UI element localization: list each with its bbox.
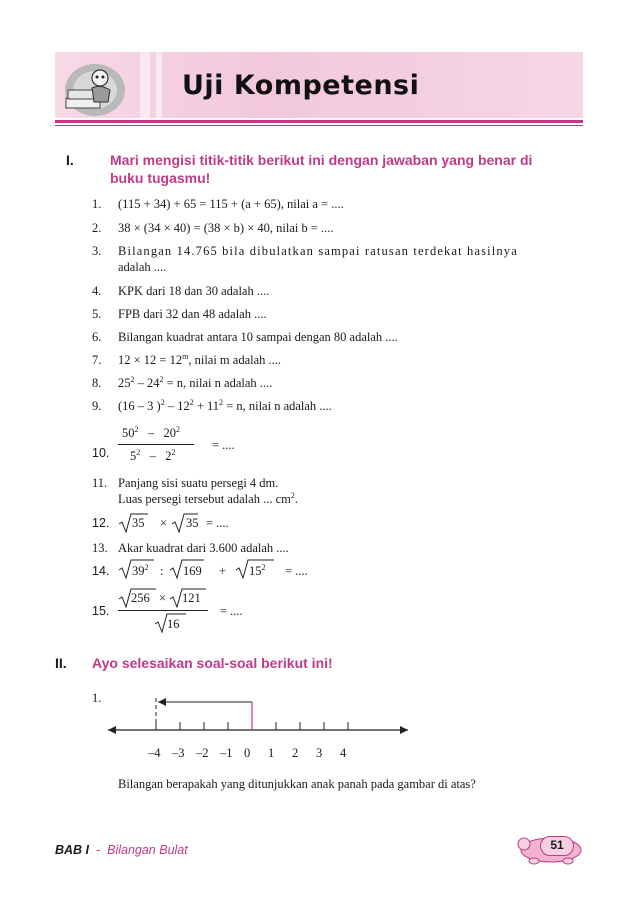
question-number: 5. [92,307,102,321]
operator: × [159,591,167,605]
equals-dots: = .... [220,604,243,618]
radicand: 35 [186,516,199,530]
question-text: KPK dari 18 dan 30 adalah .... [118,284,270,298]
number-line-label: 3 [316,746,323,760]
section-instruction: Mari mengisi titik-titik berikut ini dengan jawaban yang benar di [110,152,533,168]
question-item [92,243,518,259]
number-line-label: 4 [340,746,347,760]
section-number: II. [55,655,67,671]
question-item [92,475,278,491]
question-text: Bilangan 14.765 bila dibulatkan sampai ratusan terdekat hasilnya [118,244,518,258]
question-item [92,220,334,236]
question-item [92,329,398,345]
radicand: $39^2$ [132,562,149,578]
section-number: I. [66,152,74,168]
fraction-bar [118,444,194,445]
question-text: (16 – 3 )$^2 - 12^2 + 11^2 = n$, nilai n adalah .... [118,397,332,413]
radicand: 121 [182,591,201,605]
radicand: 16 [167,617,180,631]
turtle-reading-icon [60,58,126,118]
question-text: Bilangan berapakah yang ditunjukkan anak panah pada gambar di atas? [118,777,476,791]
equals-dots: = .... [285,564,308,578]
section-instruction: Ayo selesaikan soal-soal berikut ini! [92,655,333,671]
header-rule-thin [55,125,583,126]
question-item [92,398,332,414]
question-text: adalah .... [118,260,167,274]
question-text: $12 \times 12 = 12^m$, nilai m adalah .... [118,351,282,367]
question-text: $25^2 - 24^2 = n$, nilai n adalah .... [118,374,273,390]
question-number: 15. [92,604,110,618]
question-number: 1. [92,197,102,211]
question-text: Akar kuadrat dari 3.600 adalah .... [118,541,289,555]
number-line-label: –3 [172,746,185,760]
question-item [92,196,344,212]
number-line-label: –1 [220,746,233,760]
question-text: (115 + 34) + 65 = 115 + (a + 65), nilai a = .... [118,197,344,211]
question-number: 2. [92,221,102,235]
fraction-bar [118,610,208,611]
question-number: 1. [92,691,102,705]
question-number: 9. [92,399,102,413]
operator: + [219,564,227,578]
question-text: Panjang sisi suatu persegi 4 dm. [118,476,279,490]
question-text: Luas persegi tersebut adalah ... $cm^2$. [118,490,298,506]
question-number: 4. [92,284,102,298]
fraction-denominator: $5^2$ – $2^2$ [130,447,176,463]
page-number: 51 [540,836,574,856]
question-number: 13. [92,541,108,555]
question-item [92,352,281,368]
question-item [92,540,289,556]
question-text: Bilangan kuadrat antara 10 sampai dengan 80 adalah .... [118,330,398,344]
question-number: 11. [92,476,108,490]
radicand: $15^2$ [249,562,266,578]
equals-dots: = .... [212,438,235,452]
question-item-cont [92,259,166,275]
footer-chapter: BAB I - Bilangan Bulat [55,843,188,857]
radicand: 169 [183,564,202,578]
question-item [92,306,267,322]
radicand: 256 [131,591,150,605]
question-number: 3. [92,244,102,258]
radicand: 35 [132,516,145,530]
question-item [92,375,272,391]
number-line-label: 1 [268,746,275,760]
header-stripe [156,52,162,118]
operator: : [160,564,164,578]
equals-dots: = .... [206,516,229,530]
question-number: 10. [92,446,110,460]
number-line-label: –2 [196,746,209,760]
question-text: FPB dari 32 dan 48 adalah .... [118,307,267,321]
number-line-label: –4 [148,746,161,760]
question-number: 8. [92,376,102,390]
header-rule [55,120,583,123]
question-number: 6. [92,330,102,344]
operator: × [160,516,168,530]
question-number: 7. [92,353,102,367]
fraction-numerator: $50^2$ – $20^2$ [122,424,180,440]
question-number: 12. [92,516,110,530]
page-title: Uji Kompetensi [182,70,420,101]
header-stripe [140,52,150,118]
question-item-cont [92,491,298,507]
question-item [92,283,269,299]
section-instruction-cont: buku tugasmu! [110,170,211,186]
number-line-label: 2 [292,746,299,760]
question-text: 38 × (34 × 40) = (38 × b) × 40, nilai b = .... [118,221,334,235]
number-line-label: 0 [244,746,251,760]
question-number: 14. [92,564,110,578]
number-line [100,690,420,750]
